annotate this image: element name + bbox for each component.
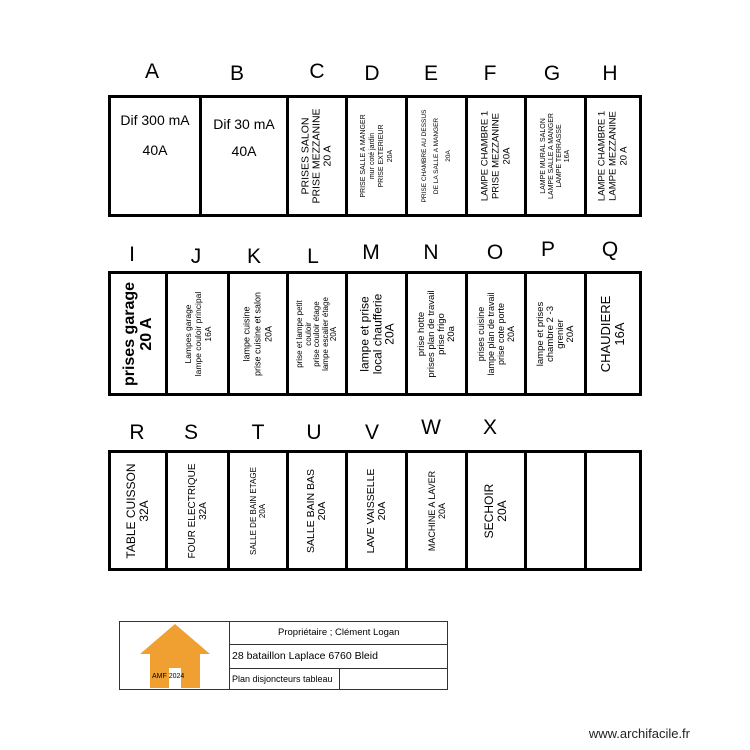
breaker-f bbox=[468, 98, 524, 214]
breaker-o-line: prise cote porte bbox=[496, 302, 506, 365]
circuit-letter-x: X bbox=[482, 416, 497, 439]
circuit-letter-q: Q bbox=[601, 238, 619, 261]
breaker-empty-2 bbox=[587, 453, 639, 568]
breaker-h bbox=[587, 98, 639, 214]
breaker-w-line: 20A bbox=[436, 502, 447, 519]
circuit-letter-j: J bbox=[190, 245, 202, 268]
circuit-letter-c: C bbox=[309, 60, 325, 83]
breaker-j-line: 16A bbox=[202, 325, 213, 342]
divider bbox=[229, 668, 447, 669]
breaker-o bbox=[468, 274, 524, 393]
breaker-v-line: 20A bbox=[375, 501, 388, 520]
breaker-d-line: 20A bbox=[386, 149, 394, 163]
breaker-f-line: 20A bbox=[501, 147, 513, 165]
breaker-t-line: SALLE DE BAIN ETAGE bbox=[249, 466, 258, 555]
divider bbox=[229, 644, 447, 645]
circuit-letter-r: R bbox=[129, 421, 145, 444]
breaker-b bbox=[202, 98, 286, 214]
breaker-s bbox=[168, 453, 227, 568]
breaker-c bbox=[289, 98, 345, 214]
breaker-o-line: prises cuisine bbox=[476, 306, 486, 361]
circuit-letter-a: A bbox=[144, 60, 159, 83]
circuit-letter-w: W bbox=[421, 416, 441, 439]
circuit-letter-m: M bbox=[362, 241, 380, 264]
breaker-t bbox=[230, 453, 286, 568]
breaker-f-line: LAMPE CHAMBRE 1 bbox=[479, 110, 491, 202]
breaker-u-line: SALLE BAIN BAS bbox=[305, 468, 317, 553]
breaker-g-line: LAMPE TERRASSE bbox=[555, 124, 563, 188]
breaker-i bbox=[111, 274, 165, 393]
breaker-l bbox=[289, 274, 345, 393]
breaker-g-line: 16A bbox=[563, 149, 571, 163]
breaker-row-3 bbox=[108, 450, 642, 571]
breaker-a-type: Dif 300 mA bbox=[120, 112, 190, 128]
breaker-p-line: grenier bbox=[554, 318, 566, 349]
breaker-e bbox=[408, 98, 465, 214]
breaker-q-line: 16A bbox=[612, 321, 627, 346]
breaker-n-line: 20a bbox=[445, 325, 457, 342]
breaker-j-line: lampe couloir principal bbox=[192, 291, 203, 376]
breaker-r-line: 32A bbox=[137, 499, 151, 522]
breaker-v bbox=[348, 453, 405, 568]
breaker-c-line: 20 A bbox=[321, 145, 334, 167]
breaker-o-line: lampe plan de travail bbox=[486, 291, 496, 376]
address-text: 28 bataillon Laplace 6760 Bleid bbox=[232, 650, 378, 662]
breaker-r-line: TABLE CUISSON bbox=[124, 462, 138, 559]
breaker-i-line: 20 A bbox=[138, 316, 155, 351]
circuit-letter-h: H bbox=[602, 62, 618, 85]
breaker-l-line: couloir bbox=[303, 321, 313, 346]
watermark: www.archifacile.fr bbox=[588, 726, 690, 741]
breaker-c-line: PRISE MEZZANINE bbox=[310, 108, 323, 204]
breaker-l-line: lampe escalier étage bbox=[320, 296, 330, 371]
breaker-e-line: 20A bbox=[444, 150, 452, 162]
breaker-e-line: DE LA SALLE A MANGER bbox=[432, 117, 440, 195]
breaker-n bbox=[408, 274, 465, 393]
breaker-row-1 bbox=[108, 95, 642, 217]
breaker-w bbox=[408, 453, 465, 568]
breaker-d-line: mur coté jardin bbox=[368, 132, 376, 180]
breaker-g-line: LAMPE MURAL SALON bbox=[539, 118, 547, 194]
breaker-f-line: PRISE MEZZANINE bbox=[490, 112, 502, 200]
breaker-d bbox=[348, 98, 405, 214]
breaker-n-line: prise frigo bbox=[435, 312, 447, 355]
circuit-letter-n: N bbox=[423, 241, 439, 264]
circuit-letter-v: V bbox=[364, 421, 379, 444]
breaker-k bbox=[230, 274, 286, 393]
breaker-g-line: LAMPE SALLE A MANGER bbox=[547, 113, 555, 199]
logo-text: AMF 2024 bbox=[152, 673, 185, 680]
breaker-h-line: LAMPE CHAMBRE 1 bbox=[596, 110, 608, 202]
breaker-u-line: 20A bbox=[316, 501, 328, 520]
circuit-letter-d: D bbox=[364, 62, 380, 85]
circuit-letter-p: P bbox=[540, 238, 555, 261]
breaker-q bbox=[587, 274, 639, 393]
breaker-v-line: LAVE VAISSELLE bbox=[364, 468, 377, 553]
circuit-letter-k: K bbox=[246, 245, 261, 268]
circuit-letter-u: U bbox=[306, 421, 322, 444]
breaker-empty-1 bbox=[527, 453, 584, 568]
breaker-p-line: lampe et prises bbox=[534, 301, 546, 366]
breaker-l-line: prise et lampe petit bbox=[294, 299, 304, 368]
breaker-a-rating: 40A bbox=[142, 142, 168, 158]
breaker-x bbox=[468, 453, 524, 568]
breaker-p-line: 20A bbox=[564, 325, 576, 342]
breaker-i-line: prises garage bbox=[121, 281, 138, 386]
breaker-l-line: prise couloir étage bbox=[311, 300, 321, 367]
breaker-q-line: CHAUDIERE bbox=[598, 295, 613, 372]
divider bbox=[339, 668, 340, 689]
breaker-b-type: Dif 30 mA bbox=[213, 116, 275, 132]
breaker-a bbox=[111, 98, 199, 214]
circuit-letter-o: O bbox=[486, 241, 504, 264]
breaker-l-line: 20A bbox=[328, 326, 338, 341]
breaker-r bbox=[111, 453, 165, 568]
owner-text: Propriétaire ; Clément Logan bbox=[278, 627, 400, 638]
breaker-k-line: prise cuisine et salon bbox=[252, 291, 263, 376]
breaker-n-line: prise hotte bbox=[415, 311, 427, 356]
breaker-p-line: chambre 2 -3 bbox=[544, 305, 556, 362]
breaker-m-line: local chaufferie bbox=[369, 293, 384, 374]
breaker-n-line: prises plan de travail bbox=[425, 289, 437, 378]
breaker-m bbox=[348, 274, 405, 393]
breaker-k-line: lampe cuisine bbox=[241, 305, 252, 362]
breaker-h-line: 20 A bbox=[618, 146, 630, 166]
circuit-letter-f: F bbox=[483, 62, 497, 85]
breaker-m-line: lampe et prise bbox=[356, 295, 371, 372]
breaker-o-line: 20A bbox=[506, 325, 516, 342]
circuit-letter-b: B bbox=[229, 62, 244, 85]
breaker-h-line: LAMPE MEZZANINE bbox=[607, 111, 619, 201]
breaker-p bbox=[527, 274, 584, 393]
circuit-letter-i: I bbox=[129, 243, 135, 266]
plan-title: Plan disjoncteurs tableau bbox=[232, 674, 333, 684]
breaker-w-line: MACHINE A LAVER bbox=[426, 470, 437, 551]
breaker-g bbox=[527, 98, 584, 214]
breaker-e-line: PRISE CHAMBRE AU DESSUS bbox=[420, 109, 428, 203]
breaker-c-line: PRISES SALON bbox=[299, 117, 312, 195]
circuit-letter-e: E bbox=[423, 62, 438, 85]
circuit-letter-g: G bbox=[543, 62, 561, 85]
breaker-k-line: 20A bbox=[263, 325, 274, 342]
circuit-letter-t: T bbox=[251, 421, 265, 444]
breaker-x-line: SECHOIR bbox=[482, 483, 496, 538]
breaker-u bbox=[289, 453, 345, 568]
breaker-b-rating: 40A bbox=[231, 143, 257, 159]
breaker-row-2 bbox=[108, 271, 642, 396]
breaker-j-line: Lampes garage bbox=[182, 303, 193, 364]
breaker-j bbox=[168, 274, 227, 393]
breaker-x-line: 20A bbox=[495, 499, 509, 522]
breaker-s-line: 32A bbox=[197, 501, 209, 520]
breaker-t-line: 20A bbox=[258, 503, 267, 518]
breaker-s-line: FOUR ELECTRIQUE bbox=[186, 462, 198, 559]
breaker-m-line: 20A bbox=[381, 322, 396, 345]
circuit-letter-l: L bbox=[307, 245, 319, 268]
breaker-d-line: PRISE EXTERIEUR bbox=[377, 124, 385, 188]
circuit-letter-s: S bbox=[183, 421, 198, 444]
breaker-d-line: PRISE SALLE A MANGER bbox=[359, 114, 367, 198]
title-block bbox=[119, 621, 448, 690]
divider bbox=[229, 622, 230, 689]
